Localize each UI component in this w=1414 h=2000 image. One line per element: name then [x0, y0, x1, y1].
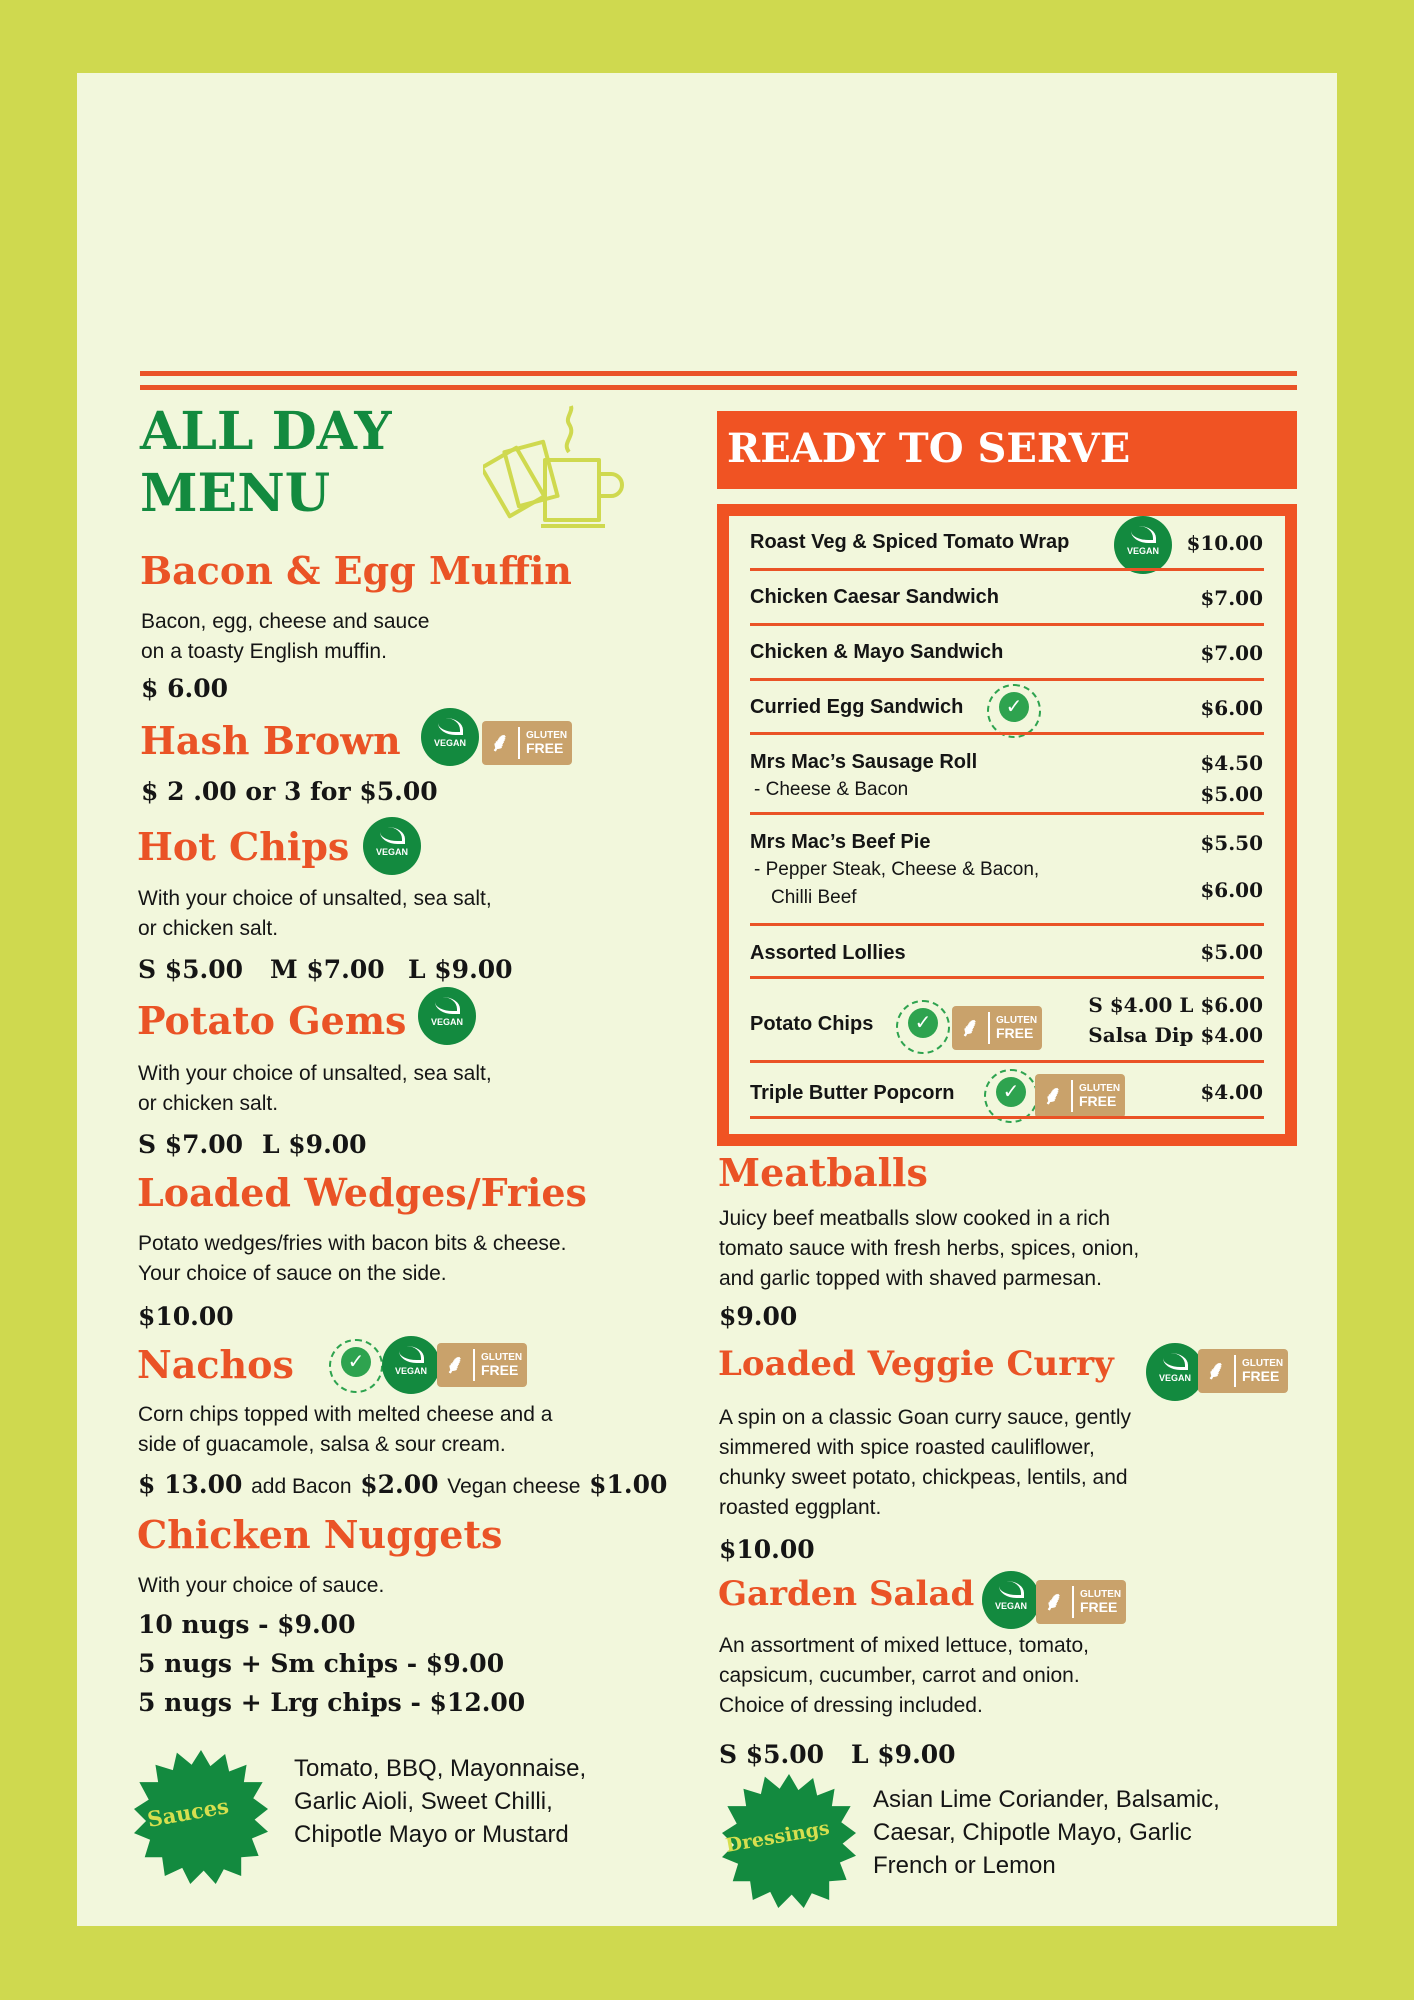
gf-label-gluten: GLUTEN	[1242, 1358, 1284, 1369]
item-desc-curry-2: simmered with spice roasted cauliflower,	[719, 1436, 1095, 1459]
rts-item-name: Triple Butter Popcorn	[750, 1082, 955, 1104]
gluten-free-badge-icon: ⸙ GLUTEN FREE	[1036, 1580, 1126, 1624]
nachos-addon-vegan-price: $1.00	[589, 1470, 668, 1499]
item-price-chips-l: L $9.00	[408, 955, 513, 984]
vegan-badge-icon: VEGAN	[418, 987, 476, 1045]
vegan-badge-icon: VEGAN	[982, 1571, 1040, 1629]
item-desc-gems-1: With your choice of unsalted, sea salt,	[138, 1062, 492, 1085]
item-price-nachos	[138, 1470, 667, 1499]
rts-row-divider	[750, 1060, 1264, 1063]
item-title-garden-salad: Garden Salad	[718, 1574, 975, 1614]
dressings-list-1: Asian Lime Coriander, Balsamic,	[873, 1786, 1220, 1813]
item-desc-bacon-2: on a toasty English muffin.	[141, 640, 387, 663]
vegan-badge-icon: VEGAN	[382, 1336, 440, 1394]
rts-item-sub: - Cheese & Bacon	[754, 779, 909, 800]
sauces-label: Sauces	[145, 1793, 231, 1832]
item-price-bacon: $ 6.00	[141, 674, 228, 703]
rts-item-sub: - Pepper Steak, Cheese & Bacon,	[754, 859, 1040, 880]
item-desc-curry-1: A spin on a classic Goan curry sauce, gently	[719, 1406, 1132, 1429]
item-title-hash-brown: Hash Brown	[140, 718, 401, 763]
gluten-free-badge-icon: ⸙ GLUTEN FREE	[482, 721, 572, 765]
rts-item-price: $4.00	[1200, 1080, 1263, 1104]
gf-label-free: FREE	[996, 1025, 1034, 1041]
item-title-bacon-egg-muffin: Bacon & Egg Muffin	[140, 548, 572, 593]
item-desc-salad-1: An assortment of mixed lettuce, tomato,	[719, 1634, 1090, 1657]
rts-item-price: $5.50	[1200, 831, 1263, 855]
gf-label-gluten: GLUTEN	[1079, 1083, 1121, 1094]
rts-item-sub-price: $6.00	[1200, 878, 1263, 902]
ready-to-serve-list	[729, 516, 1285, 1134]
sauces-list-3: Chipotle Mayo or Mustard	[294, 1821, 569, 1848]
item-desc-nachos-1: Corn chips topped with melted cheese and a	[138, 1403, 553, 1426]
rts-row-divider	[750, 1116, 1264, 1119]
item-desc-meatballs-1: Juicy beef meatballs slow cooked in a rich	[719, 1207, 1111, 1230]
item-price-salad-l: L $9.00	[851, 1740, 956, 1769]
item-title-meatballs: Meatballs	[718, 1150, 928, 1195]
dressings-label: Dressings	[723, 1817, 832, 1857]
gf-label-gluten: GLUTEN	[481, 1352, 523, 1363]
item-price-salad-s: S $5.00	[719, 1740, 825, 1769]
item-title-potato-gems: Potato Gems	[137, 998, 407, 1043]
item-desc-chips-1: With your choice of unsalted, sea salt,	[138, 887, 492, 910]
item-desc-curry-4: roasted eggplant.	[719, 1496, 882, 1519]
item-price-chips-s: S $5.00	[138, 955, 244, 984]
rts-item-name: Chicken & Mayo Sandwich	[750, 641, 1004, 663]
item-desc-salad-3: Choice of dressing included.	[719, 1694, 983, 1717]
item-desc-curry-3: chunky sweet potato, chickpeas, lentils, and	[719, 1466, 1128, 1489]
item-price-chips-m: M $7.00	[270, 955, 385, 984]
item-price-nuggets-1: 10 nugs - $9.00	[138, 1610, 356, 1639]
rts-item-sub-price: Salsa Dip $4.00	[1088, 1023, 1263, 1047]
rts-row-divider	[750, 923, 1264, 926]
rts-row-divider	[750, 568, 1264, 571]
item-title-loaded-wedges: Loaded Wedges/Fries	[137, 1170, 587, 1215]
item-desc-wedges-1: Potato wedges/fries with bacon bits & cheese.	[138, 1232, 567, 1255]
rts-item-sub-price: $5.00	[1200, 782, 1263, 806]
item-desc-meatballs-2: tomato sauce with fresh herbs, spices, onion,	[719, 1237, 1140, 1260]
sauces-list-2: Garlic Aioli, Sweet Chilli,	[294, 1788, 553, 1815]
item-price-gems-s: S $7.00	[138, 1130, 244, 1159]
gluten-free-badge-icon: ⸙ GLUTEN FREE	[1198, 1349, 1288, 1393]
cards-and-mug-icon	[483, 404, 633, 536]
rts-row-divider	[750, 812, 1264, 815]
dressings-list-2: Caesar, Chipotle Mayo, Garlic	[873, 1819, 1192, 1846]
item-title-hot-chips: Hot Chips	[137, 824, 350, 869]
divider-rule-top	[140, 371, 1297, 376]
item-desc-nuggets: With your choice of sauce.	[138, 1574, 385, 1597]
all-day-menu-heading	[140, 401, 392, 525]
divider-rule-bottom	[140, 385, 1297, 390]
gluten-free-badge-icon: ⸙ GLUTEN FREE	[952, 1006, 1042, 1050]
gluten-free-badge-icon: ⸙ GLUTEN FREE	[437, 1343, 527, 1387]
gf-label-gluten: GLUTEN	[996, 1015, 1038, 1026]
ready-to-serve-panel	[717, 504, 1297, 1146]
gf-label-free: FREE	[1080, 1599, 1118, 1615]
rts-item-name: Roast Veg & Spiced Tomato Wrap	[750, 531, 1070, 553]
menu-heading-line-1: ALL DAY	[140, 401, 392, 462]
gf-label-free: FREE	[1242, 1368, 1280, 1384]
gf-label-gluten: GLUTEN	[1080, 1589, 1122, 1600]
rts-item-name: Curried Egg Sandwich	[750, 696, 964, 718]
item-title-nachos: Nachos	[137, 1342, 294, 1387]
gf-label-free: FREE	[481, 1362, 519, 1378]
rts-item-price: $6.00	[1200, 696, 1263, 720]
rts-row-divider	[750, 976, 1264, 979]
menu-heading-line-2: MENU	[140, 463, 331, 524]
item-desc-nachos-2: side of guacamole, salsa & sour cream.	[138, 1433, 506, 1456]
rts-item-name: Assorted Lollies	[750, 942, 906, 964]
item-desc-meatballs-3: and garlic topped with shaved parmesan.	[719, 1267, 1102, 1290]
rts-row-divider	[750, 732, 1264, 735]
item-price-nuggets-2: 5 nugs + Sm chips - $9.00	[138, 1649, 505, 1678]
gf-label-gluten: GLUTEN	[526, 730, 568, 741]
rts-item-sub: Chilli Beef	[771, 887, 857, 908]
gf-label-free: FREE	[1079, 1093, 1117, 1109]
rts-item-price: $5.00	[1200, 940, 1263, 964]
nachos-addon-bacon-label: add Bacon	[251, 1475, 352, 1498]
item-desc-bacon-1: Bacon, egg, cheese and sauce	[141, 610, 430, 633]
vegan-badge-icon: VEGAN	[421, 708, 479, 766]
sauces-list-1: Tomato, BBQ, Mayonnaise,	[294, 1755, 587, 1782]
rts-item-price: $7.00	[1200, 586, 1263, 610]
item-price-meatballs: $9.00	[719, 1302, 798, 1331]
item-price-hash-brown: $ 2 .00 or 3 for $5.00	[141, 777, 438, 806]
rts-row-divider	[750, 678, 1264, 681]
vegan-badge-icon: VEGAN	[1114, 516, 1172, 574]
item-title-veggie-curry: Loaded Veggie Curry	[718, 1344, 1114, 1384]
gluten-free-badge-icon: ⸙ GLUTEN FREE	[1035, 1074, 1125, 1118]
rts-item-price: S $4.00 L $6.00	[1088, 993, 1263, 1017]
vegetarian-badge-icon	[987, 684, 1041, 738]
item-desc-wedges-2: Your choice of sauce on the side.	[138, 1262, 447, 1285]
rts-item-name: Mrs Mac’s Beef Pie	[750, 831, 931, 853]
nachos-addon-vegan-label: Vegan cheese	[447, 1475, 581, 1498]
rts-item-name: Potato Chips	[750, 1013, 874, 1035]
vegan-badge-icon: VEGAN	[1146, 1343, 1204, 1401]
item-desc-salad-2: capsicum, cucumber, carrot and onion.	[719, 1664, 1080, 1687]
item-desc-gems-2: or chicken salt.	[138, 1092, 279, 1115]
item-title-chicken-nuggets: Chicken Nuggets	[137, 1512, 503, 1557]
rts-item-name: Chicken Caesar Sandwich	[750, 586, 999, 608]
vegetarian-badge-icon	[329, 1339, 383, 1393]
item-price-wedges: $10.00	[138, 1302, 234, 1331]
rts-item-price: $4.50	[1200, 751, 1263, 775]
rts-item-price: $7.00	[1200, 641, 1263, 665]
vegan-badge-icon: VEGAN	[363, 817, 421, 875]
item-price-curry: $10.00	[719, 1535, 815, 1564]
rts-row-divider	[750, 623, 1264, 626]
rts-item-name: Mrs Mac’s Sausage Roll	[750, 751, 978, 773]
item-desc-chips-2: or chicken salt.	[138, 917, 279, 940]
dressings-list-3: French or Lemon	[873, 1852, 1056, 1879]
vegetarian-badge-icon	[896, 1000, 950, 1054]
ready-to-serve-title: READY TO SERVE	[727, 425, 1131, 472]
nachos-price: $ 13.00	[138, 1470, 243, 1499]
item-price-nuggets-3: 5 nugs + Lrg chips - $12.00	[138, 1688, 526, 1717]
vegetarian-badge-icon	[984, 1069, 1038, 1123]
rts-item-price: $10.00	[1186, 531, 1263, 555]
nachos-addon-bacon-price: $2.00	[360, 1470, 439, 1499]
item-price-gems-l: L $9.00	[262, 1130, 367, 1159]
ready-to-serve-header	[717, 411, 1297, 489]
gf-label-free: FREE	[526, 740, 564, 756]
